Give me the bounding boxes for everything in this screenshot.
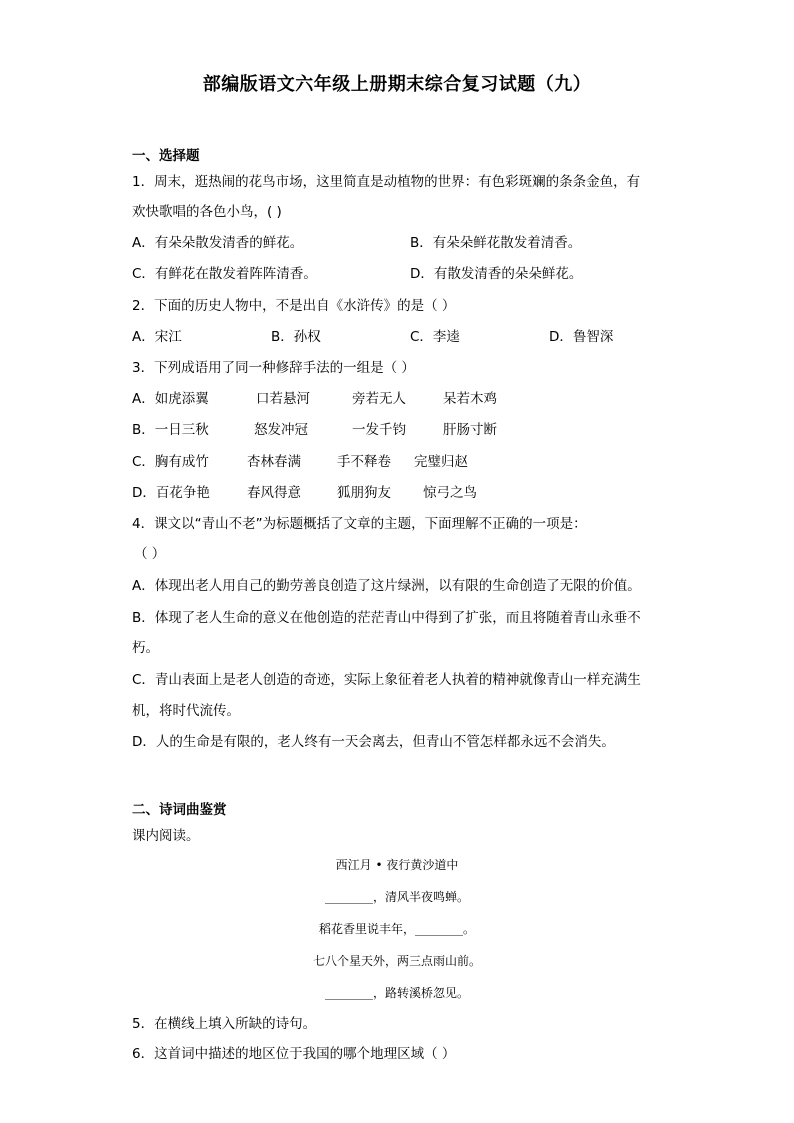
poem-title: 西江月 • 夜行黄沙道中 [335,858,459,872]
idiom-row-c-3: 手不释卷 [337,454,391,470]
question-1-stem: 1．周末，逛热闹的花鸟市场，这里简直是动植物的世界：有色彩斑斓的条条金鱼，有 [132,174,641,190]
question-1-option-d: D．有散发清香的朵朵鲜花。 [410,266,583,282]
question-4-option-c-cont: 机，将时代流传。 [132,703,240,719]
poem-line-2: 稻花香里说丰年，________。 [318,922,475,936]
question-2-option-d: D．鲁智深 [549,329,614,345]
question-4-option-b: B．体现了老人生命的意义在他创造的茫茫青山中得到了扩张，而且将随着青山永垂不 [132,610,641,626]
question-1-option-c: C．有鲜花在散发着阵阵清香。 [132,266,317,282]
question-4-option-b-cont: 朽。 [132,640,159,656]
question-2-option-a: A．宋江 [132,329,182,345]
idiom-row-c-2: 杏林春满 [247,454,301,470]
idiom-row-d-4: 惊弓之鸟 [423,485,477,501]
question-4-option-d: D．人的生命是有限的，老人终有一天会离去，但青山不管怎样都永远不会消失。 [132,734,615,750]
idiom-row-d-1: D．百花争艳 [132,485,210,501]
reading-intro: 课内阅读。 [132,828,200,844]
idiom-row-c-1: C．胸有成竹 [132,454,209,470]
section-heading-choice: 一、选择题 [132,148,200,164]
question-1-option-b: B．有朵朵鲜花散发着清香。 [410,235,582,251]
question-4-option-a: A．体现出老人用自己的勤劳善良创造了这片绿洲，以有限的生命创造了无限的价值。 [132,578,641,594]
question-4-stem: 4．课文以“青山不老”为标题概括了文章的主题，下面理解不正确的一项是： [132,516,587,532]
question-2-option-b: B．孙权 [271,329,321,345]
question-1-option-a: A．有朵朵散发清香的鲜花。 [132,235,304,251]
idiom-row-a-2: 口若悬河 [256,391,310,407]
poem-line-4: ________，路转溪桥忽见。 [324,986,469,1000]
poem-line-1: ________，清风半夜鸣蝉。 [324,890,469,904]
poem-line-3: 七八个星天外，两三点雨山前。 [312,954,481,968]
question-6-stem: 6．这首词中描述的地区位于我国的哪个地理区域（ ） [132,1046,456,1062]
question-2-option-c: C．李逵 [410,329,460,345]
page-title: 部编版语文六年级上册期末综合复习试题（九） [202,74,592,95]
section-heading-poetry: 二、诗词曲鉴赏 [132,802,227,818]
idiom-row-b-2: 怒发冲冠 [254,422,308,438]
question-3-stem: 3．下列成语用了同一种修辞手法的一组是（ ） [132,360,415,376]
idiom-row-b-4: 肝肠寸断 [443,422,497,438]
question-5-stem: 5．在横线上填入所缺的诗句。 [132,1016,317,1032]
question-2-stem: 2．下面的历史人物中，不是出自《水浒传》的是（ ） [132,298,456,314]
idiom-row-a-4: 呆若木鸡 [443,391,497,407]
idiom-row-d-2: 春风得意 [247,485,301,501]
idiom-row-d-3: 狐朋狗友 [337,485,391,501]
question-4-stem-cont: （ ） [134,546,166,562]
question-1-stem-cont: 欢快歌唱的各色小鸟，( ) [132,204,282,220]
idiom-row-b-1: B．一日三秋 [132,422,209,438]
idiom-row-b-3: 一发千钧 [352,422,406,438]
idiom-row-c-4: 完璧归赵 [414,454,468,470]
idiom-row-a-3: 旁若无人 [352,391,406,407]
question-4-option-c: C．青山表面上是老人创造的奇迹，实际上象征着老人执着的精神就像青山一样充满生 [132,672,641,688]
idiom-row-a-1: A．如虎添翼 [132,391,209,407]
